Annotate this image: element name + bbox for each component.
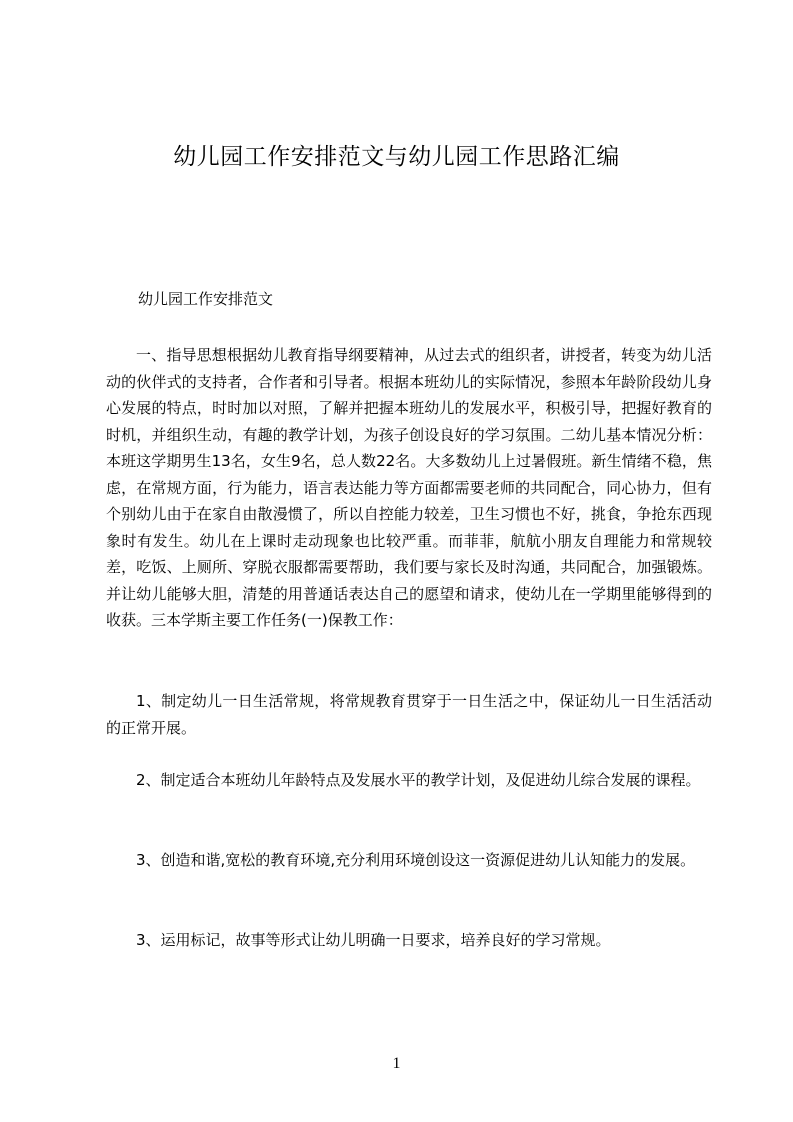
- section-heading: 幼儿园工作安排范文: [138, 290, 274, 308]
- page-number: 1: [392, 1055, 401, 1072]
- page-title: 幼儿园工作安排范文与幼儿园工作思路汇编: [173, 144, 620, 170]
- list-item-2: 2、制定适合本班幼儿年龄特点及发展水平的教学计划，及促进幼儿综合发展的课程。: [136, 771, 701, 789]
- list-item-3: 3、创造和谐,宽松的教育环境,充分利用环境创设这一资源促进幼儿认知能力的发展。: [136, 851, 696, 869]
- intro-paragraph: 一、指导思想根据幼儿教育指导纲要精神，从过去式的组织者，讲授者，转变为幼儿活动的伙伴式的支持者，合作者和引导者。根据本班幼儿的实际情况，参照本年龄阶段幼儿身心发展的特点，时时加以对照，了解并把握本班幼儿的发展水平，积极引导，把握好教育的时机，并组织生动，有趣的教学计划，为孩子创设良好的学习氛围。二幼儿基本情况分析：本班这学期男生13名，女生9名，总人数22名。大多数幼儿上过暑假班。新生情绪不稳，焦虑，在常规方面，行为能力，语言表达能力等方面都需要老师的共同配合，同心协力，但有个别幼儿由于在家自由散漫惯了，所以自控能力较差，卫生习惯也不好，挑食，争抢东西现象时有发生。幼儿在上课时走动现象也比较严重。而菲菲，航航小朋友自理能力和常规较差，吃饭、上厕所、穿脱衣服都需要帮助，我们要与家长及时沟通，共同配合，加强锻炼。并让幼儿能够大胆，清楚的用普通话表达自己的愿望和请求，使幼儿在一学期里能够得到的收获。三本学斯主要工作任务(一)保教工作：: [106, 346, 712, 629]
- list-item-1: 1、制定幼儿一日生活常规，将常规教育贯穿于一日生活之中，保证幼儿一日生活活动的正常开展。: [106, 692, 712, 737]
- list-item-4: 3、运用标记，故事等形式让幼儿明确一日要求，培养良好的学习常规。: [136, 931, 611, 949]
